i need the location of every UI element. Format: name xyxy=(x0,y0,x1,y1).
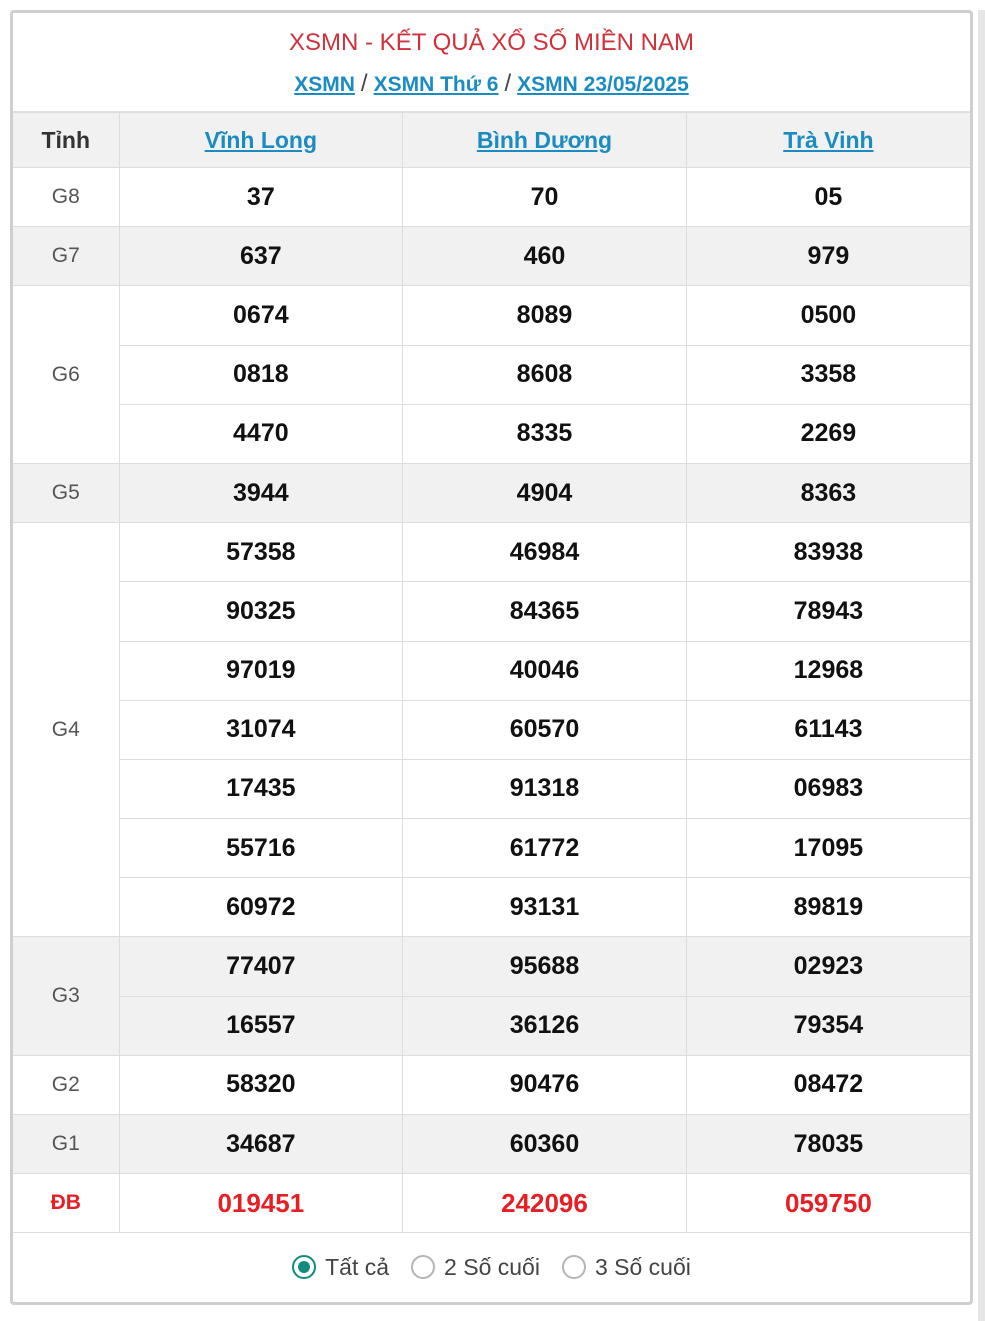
prize-label: G3 xyxy=(13,937,119,1055)
prize-label: G7 xyxy=(13,227,119,286)
prize-number: 90325 xyxy=(119,582,403,641)
table-row xyxy=(13,1174,970,1233)
table-row xyxy=(13,345,970,404)
prize-label: G8 xyxy=(13,168,119,227)
prize-label: G1 xyxy=(13,1115,119,1174)
prize-number: 0500 xyxy=(686,286,970,345)
prize-number: 4904 xyxy=(403,463,687,522)
prize-number: 637 xyxy=(119,227,403,286)
prize-label: G6 xyxy=(13,286,119,464)
column-header-tinh: Tỉnh xyxy=(13,113,119,168)
page-title: XSMN - KẾT QUẢ XỔ SỐ MIỀN NAM xyxy=(289,29,694,56)
results-header xyxy=(13,13,970,112)
prize-number: 91318 xyxy=(403,759,687,818)
table-row xyxy=(13,641,970,700)
prize-number: 8335 xyxy=(403,404,687,463)
radio-3-digits[interactable] xyxy=(562,1255,586,1279)
table-row xyxy=(13,759,970,818)
breadcrumb xyxy=(13,71,970,98)
table-row xyxy=(13,1055,970,1114)
prize-number: 12968 xyxy=(686,641,970,700)
table-row xyxy=(13,819,970,878)
prize-number: 79354 xyxy=(686,996,970,1055)
column-header-province xyxy=(686,113,970,168)
table-row xyxy=(13,878,970,937)
table-row xyxy=(13,1115,970,1174)
prize-number: 46984 xyxy=(403,523,687,582)
prize-number: 57358 xyxy=(119,523,403,582)
results-table xyxy=(13,112,970,1233)
filter-option-label: 2 Số cuối xyxy=(444,1253,540,1280)
prize-number: 78943 xyxy=(686,582,970,641)
radio-all[interactable] xyxy=(292,1255,316,1279)
prize-number: 0674 xyxy=(119,286,403,345)
prize-number: 3944 xyxy=(119,463,403,522)
table-header-row xyxy=(13,113,970,168)
prize-number: 55716 xyxy=(119,819,403,878)
prize-number: 97019 xyxy=(119,641,403,700)
prize-number: 2269 xyxy=(686,404,970,463)
table-row xyxy=(13,700,970,759)
province-link-binh-duong[interactable]: Bình Dương xyxy=(476,126,613,153)
page-scrollbar-edge xyxy=(978,10,985,1321)
prize-number: 06983 xyxy=(686,759,970,818)
results-card xyxy=(10,10,973,1305)
province-link-tra-vinh[interactable]: Trà Vinh xyxy=(783,126,874,153)
prize-number: 02923 xyxy=(686,937,970,996)
prize-number: 58320 xyxy=(119,1055,403,1114)
prize-label: ĐB xyxy=(13,1174,119,1233)
prize-number: 8363 xyxy=(686,463,970,522)
prize-number: 60570 xyxy=(403,700,687,759)
table-row xyxy=(13,937,970,996)
table-row xyxy=(13,582,970,641)
prize-number: 78035 xyxy=(686,1115,970,1174)
prize-number: 979 xyxy=(686,227,970,286)
prize-number: 40046 xyxy=(403,641,687,700)
breadcrumb-separator: / xyxy=(504,70,512,97)
results-body xyxy=(13,168,970,1233)
prize-number: 36126 xyxy=(403,996,687,1055)
prize-number: 0818 xyxy=(119,345,403,404)
special-prize-number: 242096 xyxy=(403,1174,687,1233)
filter-option-label: Tất cả xyxy=(325,1253,390,1280)
prize-number: 05 xyxy=(686,168,970,227)
prize-number: 93131 xyxy=(403,878,687,937)
prize-number: 89819 xyxy=(686,878,970,937)
prize-number: 8089 xyxy=(403,286,687,345)
special-prize-number: 059750 xyxy=(686,1174,970,1233)
province-link-vinh-long[interactable]: Vĩnh Long xyxy=(204,126,318,153)
prize-number: 16557 xyxy=(119,996,403,1055)
prize-number: 83938 xyxy=(686,523,970,582)
prize-number: 460 xyxy=(403,227,687,286)
prize-number: 60972 xyxy=(119,878,403,937)
breadcrumb-separator: / xyxy=(360,70,368,97)
table-row xyxy=(13,227,970,286)
filter-option-all[interactable] xyxy=(292,1254,389,1281)
prize-label: G4 xyxy=(13,523,119,937)
prize-number: 4470 xyxy=(119,404,403,463)
radio-2-digits[interactable] xyxy=(411,1255,435,1279)
prize-number: 77407 xyxy=(119,937,403,996)
breadcrumb-link-xsmn[interactable]: XSMN xyxy=(294,73,355,96)
breadcrumb-link-date[interactable]: XSMN 23/05/2025 xyxy=(517,73,689,96)
table-row xyxy=(13,404,970,463)
table-row xyxy=(13,523,970,582)
prize-number: 17095 xyxy=(686,819,970,878)
prize-number: 08472 xyxy=(686,1055,970,1114)
filter-option-label: 3 Số cuối xyxy=(594,1253,691,1280)
filter-option-2-digits[interactable] xyxy=(411,1254,540,1281)
column-header-province xyxy=(119,113,403,168)
table-row xyxy=(13,996,970,1055)
table-row xyxy=(13,286,970,345)
prize-number: 37 xyxy=(119,168,403,227)
prize-number: 34687 xyxy=(119,1115,403,1174)
special-prize-number: 019451 xyxy=(119,1174,403,1233)
prize-number: 70 xyxy=(403,168,687,227)
prize-number: 95688 xyxy=(403,937,687,996)
prize-number: 17435 xyxy=(119,759,403,818)
prize-number: 8608 xyxy=(403,345,687,404)
prize-number: 84365 xyxy=(403,582,687,641)
filter-option-3-digits[interactable] xyxy=(562,1254,691,1281)
prize-number: 3358 xyxy=(686,345,970,404)
breadcrumb-link-xsmn-thu-6[interactable]: XSMN Thứ 6 xyxy=(373,73,499,96)
prize-number: 31074 xyxy=(119,700,403,759)
prize-number: 60360 xyxy=(403,1115,687,1174)
table-row xyxy=(13,168,970,227)
table-row xyxy=(13,463,970,522)
digit-filter xyxy=(13,1232,970,1302)
prize-label: G2 xyxy=(13,1055,119,1114)
prize-number: 90476 xyxy=(403,1055,687,1114)
column-header-province xyxy=(403,113,687,168)
prize-label: G5 xyxy=(13,463,119,522)
prize-number: 61772 xyxy=(403,819,687,878)
prize-number: 61143 xyxy=(686,700,970,759)
